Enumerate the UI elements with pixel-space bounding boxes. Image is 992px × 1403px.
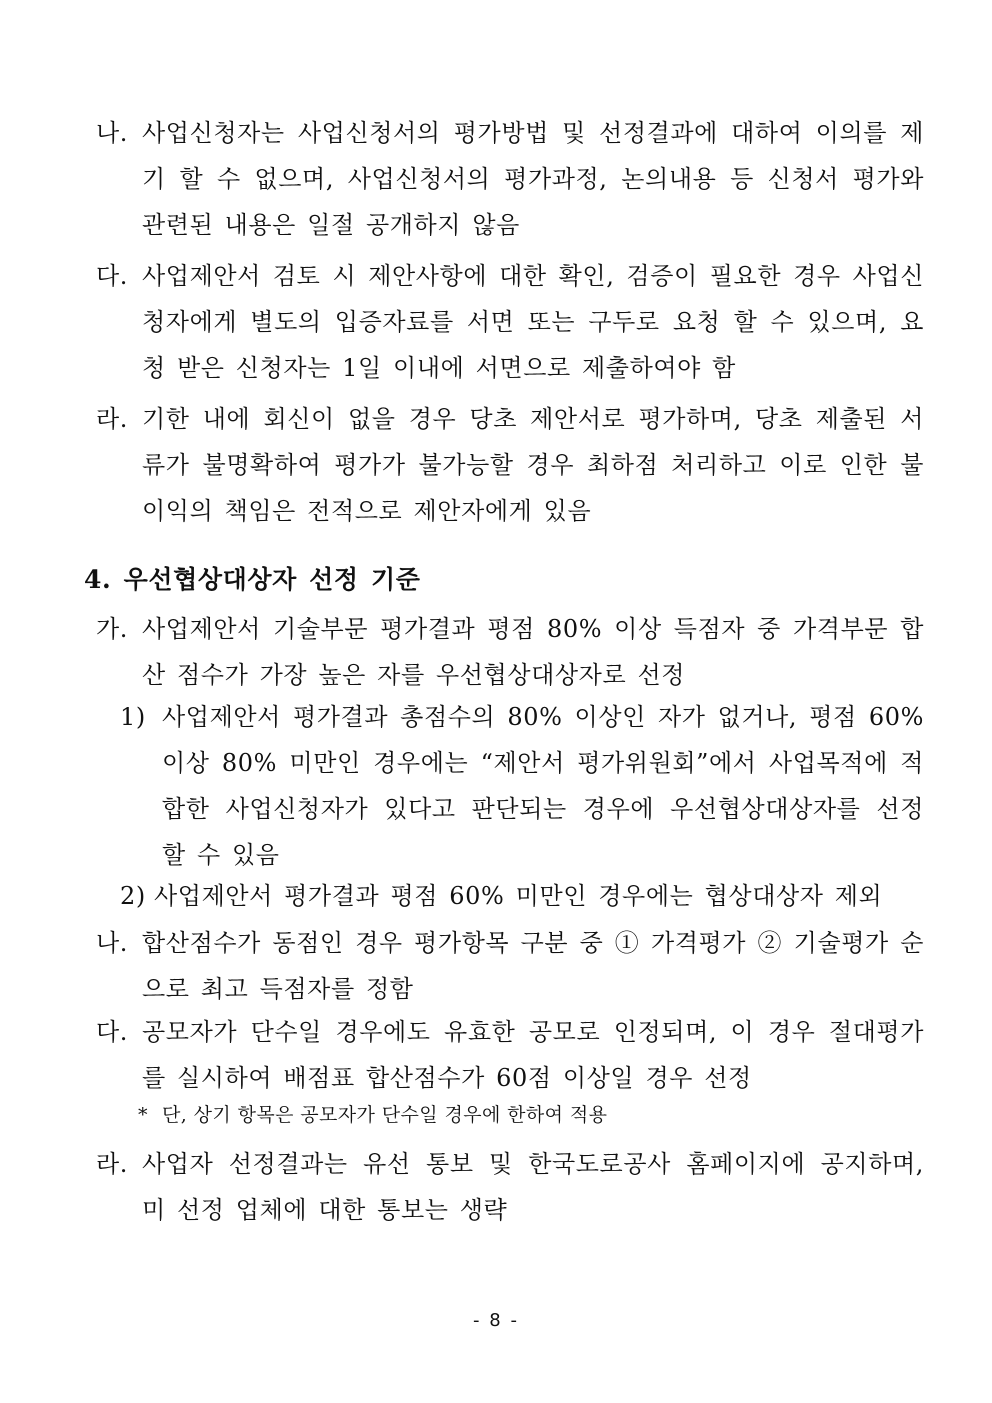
subclause-marker: 2): [120, 882, 146, 910]
clause-ga: [96, 606, 924, 698]
clause-text: 기한 내에 회신이 없을 경우 당초 제안서로 평가하며, 당초 제출된 서류가 불명확하여 평가가 불가능할 경우 최하점 처리하고 이로 인한 불이익의 책임은 전적으로 제안자에게 있음: [142, 405, 924, 525]
subclause-1: [120, 694, 924, 878]
subclause-marker: 1): [120, 703, 146, 731]
footnote-text: 단, 상기 항목은 공모자가 단수일 경우에 한하여 적용: [162, 1104, 608, 1126]
clause-marker: 가.: [96, 615, 129, 643]
subclause-text: 사업제안서 평가결과 평점 60% 미만인 경우에는 협상대상자 제외: [154, 882, 883, 910]
clause-na-2: [96, 920, 924, 1012]
clause-marker: 라.: [96, 405, 129, 433]
clause-marker: 다.: [96, 262, 129, 290]
clause-text: 사업제안서 검토 시 제안사항에 대한 확인, 검증이 필요한 경우 사업신청자에게 별도의 입증자료를 서면 또는 구두로 요청 할 수 있으며, 요청 받은 신청자는 1일 이내에 서면으로 제출하여야 함: [142, 262, 924, 382]
clause-da: [96, 253, 924, 391]
clause-marker: 라.: [96, 1150, 129, 1178]
page-number: - 8 -: [473, 1310, 519, 1331]
clause-da-2: [96, 1009, 924, 1101]
clause-ra: [96, 396, 924, 534]
footnote-marker: *: [138, 1104, 148, 1126]
clause-text: 합산점수가 동점인 경우 평가항목 구분 중 ① 가격평가 ② 기술평가 순으로 최고 득점자를 정함: [142, 929, 924, 1003]
clause-text: 사업제안서 기술부문 평가결과 평점 80% 이상 득점자 중 가격부문 합산 점수가 가장 높은 자를 우선협상대상자로 선정: [142, 615, 924, 689]
subclause-2: [120, 873, 924, 919]
section-heading: 4. 우선협상대상자 선정 기준: [84, 565, 421, 594]
footnote: [138, 1100, 918, 1130]
clause-marker: 다.: [96, 1018, 129, 1046]
clause-marker: 나.: [96, 929, 129, 957]
clause-na: [96, 110, 924, 248]
clause-text: 사업자 선정결과는 유선 통보 및 한국도로공사 홈페이지에 공지하며, 미 선정 업체에 대한 통보는 생략: [142, 1150, 924, 1224]
subclause-text: 사업제안서 평가결과 총점수의 80% 이상인 자가 없거나, 평점 60% 이상 80% 미만인 경우에는 “제안서 평가위원회”에서 사업목적에 적합한 사업신청자가 있다고 판단되는 경우에 우선협상대상자를 선정 할 수 있음: [162, 703, 924, 869]
clause-ra-2: [96, 1141, 924, 1233]
clause-marker: 나.: [96, 119, 129, 147]
clause-text: 공모자가 단수일 경우에도 유효한 공모로 인정되며, 이 경우 절대평가를 실시하여 배점표 합산점수가 60점 이상일 경우 선정: [142, 1018, 924, 1092]
clause-text: 사업신청자는 사업신청서의 평가방법 및 선정결과에 대하여 이의를 제기 할 수 없으며, 사업신청서의 평가과정, 논의내용 등 신청서 평가와 관련된 내용은 일절 공개하지 않음: [142, 119, 924, 239]
